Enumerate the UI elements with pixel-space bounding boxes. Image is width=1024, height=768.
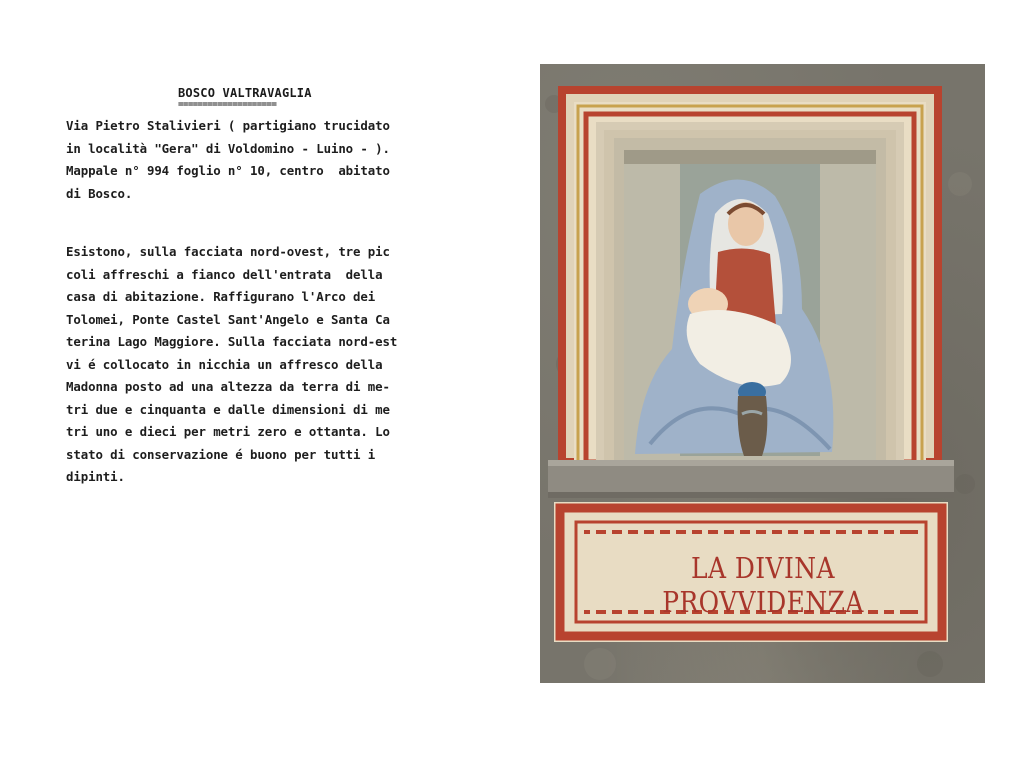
title-underline: ==================== bbox=[178, 100, 277, 110]
text-line: in località "Gera" di Voldomino - Luino - ). bbox=[66, 140, 390, 156]
stone-ledge bbox=[548, 460, 954, 498]
paragraph-description bbox=[66, 241, 397, 489]
text-line: Mappale n° 994 foglio n° 10, centro abitato bbox=[66, 163, 390, 178]
text-line: vi é collocato in nicchia un affresco della bbox=[66, 356, 383, 372]
text-line: Madonna posto ad una altezza da terra di me- bbox=[66, 379, 390, 394]
text-line: tri due e cinquanta e dalle dimensioni di me bbox=[66, 401, 390, 417]
text-line: dipinti. bbox=[66, 469, 125, 484]
ceramic-vase bbox=[738, 382, 768, 456]
text-line: Tolomei, Ponte Castel Sant'Angelo e Santa Ca bbox=[66, 311, 390, 327]
text-line: tri uno e dieci per metri zero e ottanta. Lo bbox=[66, 424, 390, 439]
text-line: Esistono, sulla facciata nord-ovest, tre pic bbox=[66, 244, 390, 259]
text-line: coli affreschi a fianco dell'entrata della bbox=[66, 266, 383, 282]
fresco-photo bbox=[540, 64, 985, 683]
text-line: terina Lago Maggiore. Sulla facciata nord-est bbox=[66, 334, 398, 349]
text-line: stato di conservazione é buono per tutti i bbox=[66, 446, 376, 462]
document-title: BOSCO VALTRAVAGLIA bbox=[178, 86, 312, 100]
text-line: di Bosco. bbox=[66, 185, 133, 201]
paragraph-location bbox=[66, 115, 390, 205]
text-line: casa di abitazione. Raffigurano l'Arco dei bbox=[66, 289, 376, 304]
text-line: Via Pietro Stalivieri ( partigiano trucidato bbox=[66, 118, 390, 133]
plaque-inscription: LA DIVINA PROVVIDENZA bbox=[662, 551, 864, 619]
